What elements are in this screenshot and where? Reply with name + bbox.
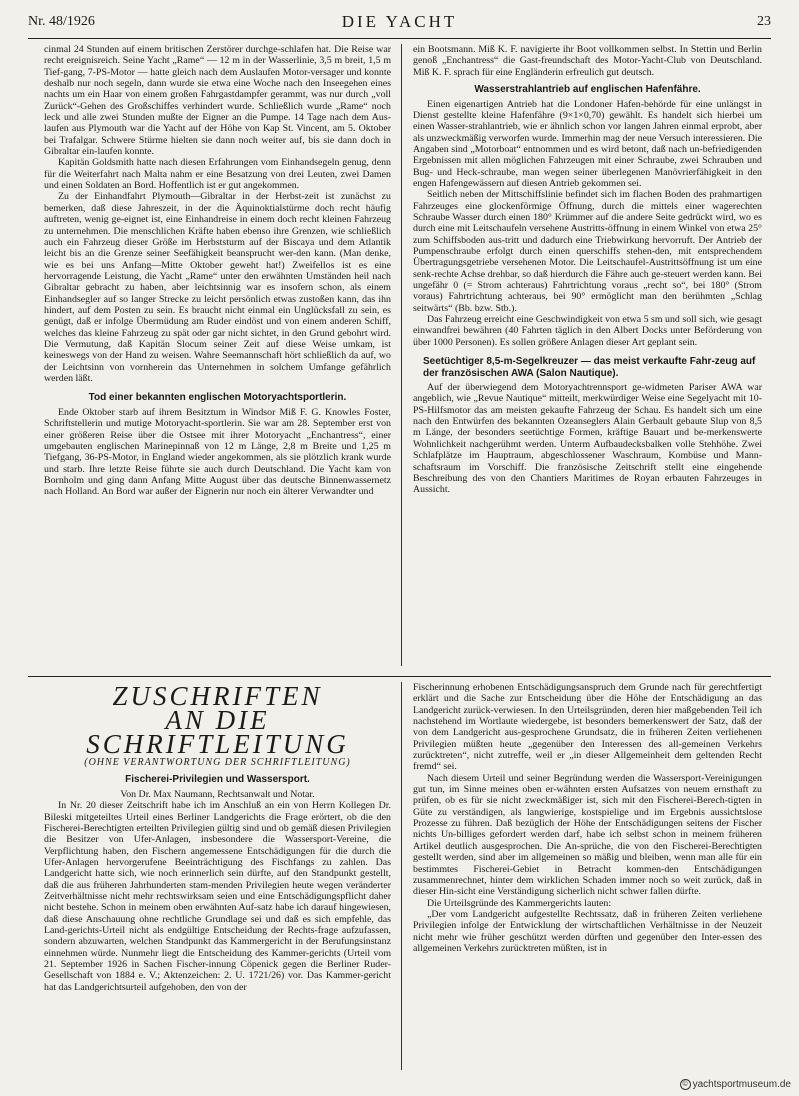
paragraph: Fischerinnung erhobenen Entschädigungsanspruch dem Grunde nach für gerechtfertigt erklärt und die Sache zur Entscheidung über die Höhe der Entschädigung an das Landgericht zurück-verwiesen. In den Urteilsgründen, deren hier maßgebenden Teil ich nachstehend im Wortlaute wiedergebe, ist besonders bemerkenswert der Satz, daß der von dem Landgericht aus-gesprochene Grundsatz, die in früheren Zeiten verliehenen Privilegien müßten heute „gegenüber den Interessen des all-gemeinen Verkehrs zurücktreten“, nicht zutreffe, weil er „in dieser Allgemeinheit dem geltenden Recht fremd“ sei. [413,682,762,773]
issue-number: Nr. 48/1926 [28,14,95,29]
paragraph: Seitlich neben der Mittschiffslinie befindet sich im flachen Boden des prahmartigen Fahrzeuges eine glockenförmige Öffnung, durch die mittels einer wagerechten Schraube Wasser durch einen 180° Krümmer auf die andere Seite gedrückt wird, wo es durch eine mit Leitschaufeln versehene Austritts-öffnung in einem Winkel von etwa 25° zum Schiffsboden aus-tritt und dadurch eine Triebwirkung hervorruft. Der Antrieb der Pumpenschraube erfolgt durch einen querschiffs stehen-den, mit entsprechendem Übertragungsgetriebe versehenen Motor. Die Leitschaufel-Austrittsöffnung ist um eine senk-rechte Achse drehbar, so daß hierdurch die Fähre auch ge-steuert werden kann. Bei ungefähr 0 (= Strom achteraus) Fahrtrichtung voraus „recht so“, bei 180° (Strom voraus) Fahrtrichtung achteraus, bei 90° ermöglicht man den berühmten „Schlag seitwärts“ (Bb. bzw. Stb.). [413,189,762,314]
section-rule [28,676,771,677]
paragraph: Einen eigenartigen Antrieb hat die Londoner Hafen-behörde für eine unlängst in Dienst gestellte kleine Hafenfähre (9×1×0,70) gewählt. Es handelt sich hierbei um einen Wasser-strahlantrieb, wie er ähnlich schon vor langen Jahren einmal erprobt, aber als unzweckmäßig verworfen wurde. Immerhin mag der neue Versuch interessieren. Die Angaben sind „Motorboat“ entnommen und es wird betont, daß nach un-befriedigenden Ergebnissen mit allen möglichen Fahrzeugen mit einer Schraube, zwei Schrauben und Bug- und Heck-schraube, man wegen seiner überlegenen Manövrierfähigkeit in den engen Hafengewässern auf diesen Antrieb gekommen sei. [413,98,762,189]
section-heading: Seetüchtiger 8,5-m-Segelkreuzer — das meist verkaufte Fahr-zeug auf der französischen AWA (Salon Nautique). [423,356,756,379]
page-number: 23 [757,14,771,29]
paragraph: ein Bootsmann. Miß K. F. navigierte ihr Boot vollkommen selbst. In Stettin und Berlin genoß „Enchantress“ die Gast-freundschaft des Motor-Yacht-Club von Deutschland. Miß K. F. sprach für eine Engländerin erfreulich gut deutsch. [413,44,762,78]
section-heading: Wasserstrahlantrieb auf englischen Hafenfähre. [474,84,701,96]
column-divider [401,682,402,1070]
page-header [28,10,771,36]
section-heading: Tod einer bekannten englischen Motoryachtsportlerin. [88,392,347,404]
paragraph: Das Fahrzeug erreicht eine Geschwindigkeit von etwa 5 sm und soll sich, wie gesagt einwandfrei bewähren (40 Fahrten täglich in den Albert Docks unter Beförderung von über 1000 Personen). Es sollen größere Anlagen dieser Art geplant sein. [413,314,762,348]
watermark [680,1079,791,1090]
letters-title-line2: AN DIE SCHRIFTLEITUNG [86,705,349,759]
letter-author: Von Dr. Max Naumann, Rechtsanwalt und Notar. [120,788,315,800]
watermark-text: yachtsportmuseum.de [692,1079,791,1090]
paragraph: Zu der Einhandfahrt Plymouth—Gibraltar in der Herbst-zeit ist zunächst zu bemerken, daß diese Jahreszeit, in der die Äquinoktialstürme doch recht häufig auftreten, wenig ge-eignet ist, eine Einhandreise in einem doch recht kleinen Fahrzeug zu unternehmen. Die menschlichen Kräfte haben ebenso ihre Grenzen, wie schließlich auch ein Fahrzeug dieser Größe im Herbststurm auf der Biscaya und dem Atlantik leicht bis an die Grenze seiner Seefähigkeit beansprucht wer-den kann. (Man denke, wie es bei uns Anfang—Mitte Oktober geweht hat!) Zweifellos ist es eine hervorragende Leistung, die Yacht „Rame“ unter den erwähnten Umständen heil nach Gibraltar gebracht zu haben, aber leichtsinnig war es insofern schon, als einem Einhandsegler auf so langer Strecke zu leicht persönlich etwas zustoßen kann, das ihn hindert, auf dem Posten zu sein. Es braucht nicht einmal ein Unglücksfall zu sein, es genügt, daß er infolge Übermüdung am Ruder eindöst und von einem anderen Schiff, welches das kleine Fahrzeug zu spät oder gar nicht sichtet, in den Grund gebohrt wird. Die Vermutung, daß Kapitän Slocum seiner Zeit auf diese Weise umkam, ist keineswegs von der Hand zu weisen. Wahre Seemannschaft hört schließlich da auf, wo der Leichtsinn von vornherein das Unternehmen in solchem Umfange gefährlich werden läßt. [44,191,391,384]
paragraph: Ende Oktober starb auf ihrem Besitztum in Windsor Miß F. G. Knowles Foster, Schriftstellerin und mutige Motoryacht-sportlerin. Sie war am 28. September erst von einer größeren Reise über die Ostsee mit ihrer Motoryacht „Enchantress“, einer umgebauten englischen Marinepinnaß von 12 m Länge, 2,8 m Breite und 1,25 m Tiefgang, 36-PS-Motor, in England wieder angekommen, als sie plötzlich krank wurde und starb. Ihre letzte Reise führte sie auch durch Deutschland. Die Yacht kam von Bornholm und ging dann Anfang Mitte August über das deutsche Binnenwassernetz nach Holland. An Bord war außer der Eignerin nur noch ein älterer Verwandter und [44,406,391,498]
letters-subtitle: (OHNE VERANTWORTUNG DER SCHRIFTLEITUNG) [84,757,351,768]
paragraph: In Nr. 20 dieser Zeitschrift habe ich im Anschluß an ein von Herrn Kollegen Dr. Bileski mitgeteiltes Urteil eines Berliner Landgerichts die Frage erörtert, ob die den Fischerei-Berechtigten erteilten Privilegien gültig sind und ob gemäß diesen Privilegien die Besitzer von Ufer-Anlagen, insbesondere die Wassersport-Vereine, die Verpflichtung haben, den Fischern angemessene Entschädigungen für die durch die Ufer-Anlagen hervorgerufene Beeinträchtigung des Fischfangs zu zahlen. Das Landgericht hatte sich, wie noch erinnerlich sein dürfte, auf den Standpunkt gestellt, daß die aus früheren Jahrhunderten stam-menden Privilegien heute wegen veränderter Zeitverhältnisse nicht mehr rechtswirksam seien und eine Entschädigungspflicht daher nicht bestehe. Schon in meinem oben erwähnten Auf-satz habe ich darauf hingewiesen, daß diese Anschauung ohne rechtliche Grundlage sei und daß es sich empfehle, das Land-gerichts-Urteil nicht als endgültige Entscheidung der Rechts-frage aufzufassen, sondern abzuwarten, welchen Standpunkt das Kammergericht in der Berufungsinstanz einnehmen würde. Nunmehr liegt die Entscheidung des Kammer-gerichts (Urteil vom 21. September 1926 in Sachen Fischer-innung Cöpenick gegen die Berliner Ruder-Gesellschaft von 1884 e. V.; Aktenzeichen: 2. U. 1721/26) vor. Das Kammer-gericht hat das Landgerichtsurteil aufgehoben, den von der [44,800,391,993]
column-divider [401,44,402,666]
copyright-icon: © [680,1079,691,1090]
paragraph: cinmal 24 Stunden auf einem britischen Zerstörer durchge-schlafen hat. Die Reise war recht ereignisreich. Seine Yacht „Rame“ — 12 m in der Wasserlinie, 3,5 m breit, 1,5 m Tief-gang, 7-PS-Motor — hatte gleich nach dem Auslaufen Motor-versager und konnte deshalb nur noch segeln, dann wurde sie etwa eine Woche nach den Inseegehen eines nachts um ein Haar von einem großen Fahrgastdampfer gerammt, was nur durch „voll Zurück“-Gehen des Großschiffes verhindert wurde. Schließlich wurde „Rame“ noch leck und alle zwei Stunden mußte der Eigner an die Pumpe. 14 Tage nach dem Aus-laufen aus Plymouth war die Yacht auf der Höhe von Kap St. Vincent, am 5. Oktober bei Trafalgar. Schwere Stürme hielten sie dann noch weiter auf, bis sie dann doch in Gibraltar ein-laufen konnte. [44,44,391,158]
letters-title-line1: ZUSCHRIFTEN [112,681,323,711]
letter-heading: Fischerei-Privilegien und Wassersport. [125,774,310,786]
paragraph: Auf der überwiegend dem Motoryachtrennsport ge-widmeten Pariser AWA war angeblich, wie „Revue Nautique“ mitteilt, merkwürdiger Weise eine Segelyacht mit 10-PS-Hilfsmotor das am meisten gekaufte Fahrzeug der Schau. Es handelt sich um eine nach den Entwürfen des bekannten Ozeanseglers Alain Gerbault gebaute Slup von 8,5 m Länge, der besonders seetüchtige Formen, kräftige Bauart und be-merkenswerte Wohnlichkeit nachgerühmt werden. Unterm Aufbaudecksbalken volle Stehhöhe. Zwei Schlafplätze im Hauptraum, abgeschlossener Waschraum, Kombüse und Mann-schaftsraum im Vorschiff. Die französische Zeitschrift stellt eine eingehende Beschreibung des von den Chantiers Maritimes de Royan erbauten Fahrzeuges in Aussicht. [413,382,762,496]
quote-paragraph: „Der vom Landgericht aufgestellte Rechtssatz, daß in früheren Zeiten verliehene Privilegien infolge der Entwicklung der wirtschaftlichen Verhältnisse in der Neuzeit nicht mehr wie früher geschützt werden dürften und gegenüber den Inter-essen des allgemeinen Verkehrs zurücktreten müßten, ist in [413,908,762,954]
article-left-column [44,44,391,498]
header-rule [28,38,771,39]
letters-right-column [413,682,762,954]
article-right-column [413,44,762,496]
paragraph: Nach diesem Urteil und seiner Begründung werden die Wassersport-Vereinigungen gut tun, im Sinne meines oben er-wähnten ersten Aufsatzes von neuem ernsthaft zu prüfen, ob es für sie nicht zweckmäßiger ist, sich mit den Fischerei-Berech-tigten in Güte zu verständigen, als langwierige, kostspielige und im Ergebnis aussichtslose Prozesse zu führen. Daß bezüglich der Höhe der Entschädigungen seitens der Fischer nichts Un-billiges gefordert werden darf, habe ich selbst schon in meinem früheren Artikel deutlich ausgesprochen. Die An-sprüche, die von den Fischerei-Berechtigten gestellt werden, sind aber im allgemeinen so mäßig und bleiben, wenn man alle für ein bestimmtes Fischerei-Gebiet in Betracht kommen-den Entschädigungen zusammenrechnet, hinter dem wirklichen Schaden immer noch so weit zurück, daß in dieser Hin-sicht eine Verständigung sicherlich nicht schwer fallen dürfte. [413,772,762,898]
paragraph: Die Urteilsgründe des Kammergerichts lauten: [427,897,612,909]
letters-left-column [44,681,391,993]
journal-title: DIE YACHT [341,12,458,31]
paragraph: Kapitän Goldsmith hatte nach diesen Erfahrungen vom Einhandsegeln genug, denn für die Weiterfahrt nach Malta nahm er eine Besatzung von drei Leuten, zwei Damen und einen Soldaten an Bord. Hoffentlich ist er gut angekommen. [44,157,391,192]
